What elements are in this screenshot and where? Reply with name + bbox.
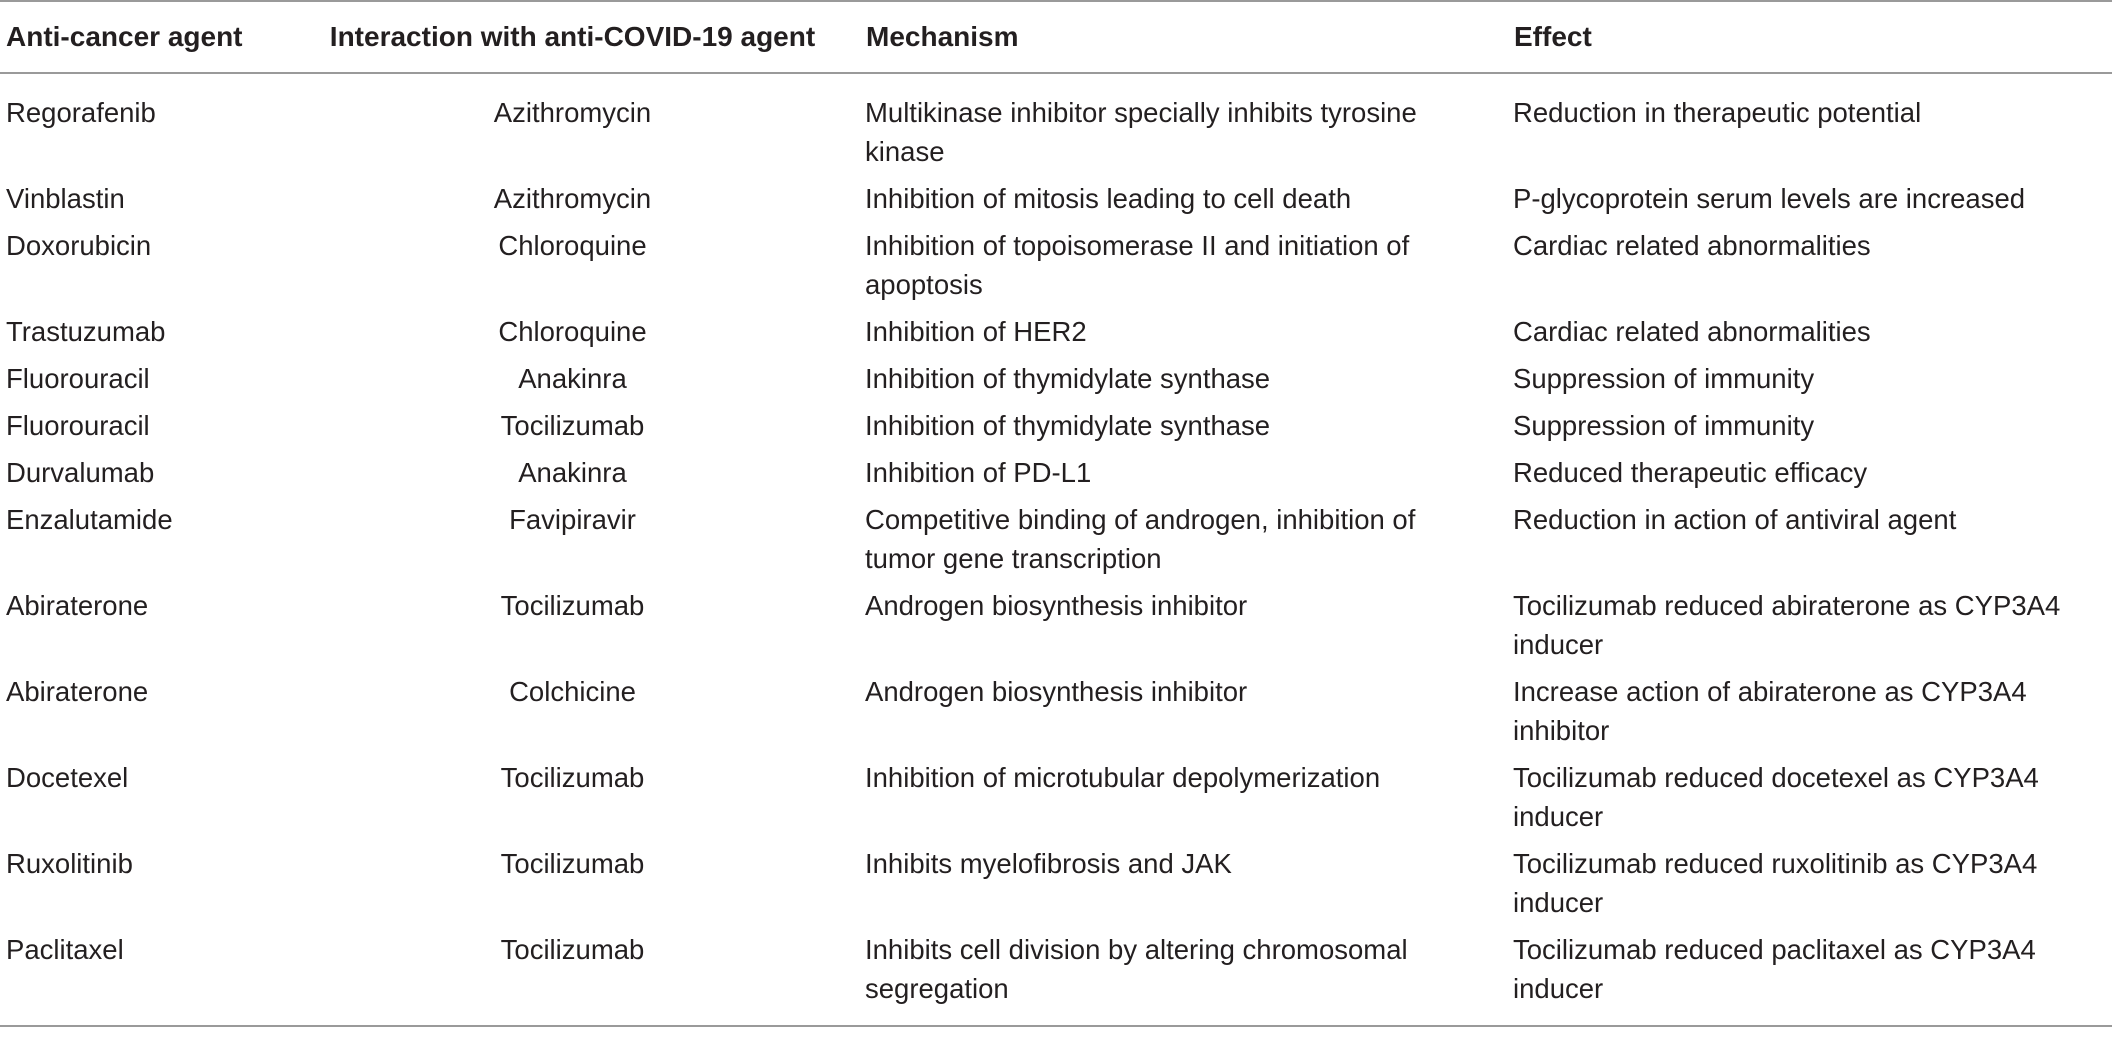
cell-mechanism: Inhibition of HER2 xyxy=(865,316,1087,347)
cell-interaction: Colchicine xyxy=(509,676,636,707)
table-row xyxy=(0,453,2112,500)
cell-effect: Reduction in therapeutic potential xyxy=(1513,97,1922,128)
cell-interaction: Anakinra xyxy=(518,457,627,488)
cell-interaction: Azithromycin xyxy=(493,183,652,214)
cell-mechanism: Inhibition of topoisomerase II and initiation of apoptosis xyxy=(865,230,1410,300)
header-interaction: Interaction with anti-COVID-19 agent xyxy=(329,21,816,53)
cell-effect: Tocilizumab reduced ruxolitinib as CYP3A4 inducer xyxy=(1513,848,2038,918)
table-row xyxy=(0,586,2112,672)
cell-agent: Abiraterone xyxy=(6,590,149,621)
table-body xyxy=(0,73,2112,1026)
cell-effect: Suppression of immunity xyxy=(1513,363,1815,394)
table-row xyxy=(0,500,2112,586)
cell-agent: Regorafenib xyxy=(6,97,156,128)
cell-interaction: Chloroquine xyxy=(498,230,647,261)
cell-agent: Trastuzumab xyxy=(6,316,166,347)
cell-agent: Paclitaxel xyxy=(6,934,124,965)
cell-mechanism: Competitive binding of androgen, inhibition of tumor gene transcription xyxy=(865,504,1416,574)
header-anti-cancer-agent: Anti-cancer agent xyxy=(6,21,243,53)
cell-agent: Fluorouracil xyxy=(6,410,150,441)
table-row xyxy=(0,930,2112,1026)
cell-interaction: Tocilizumab xyxy=(500,848,645,879)
cell-effect: Tocilizumab reduced abiraterone as CYP3A4 inducer xyxy=(1513,590,2061,660)
cell-effect: Increase action of abiraterone as CYP3A4 inhibitor xyxy=(1513,676,2027,746)
cell-mechanism: Inhibition of PD-L1 xyxy=(865,457,1092,488)
table-header xyxy=(0,1,2112,73)
cell-interaction: Tocilizumab xyxy=(500,762,645,793)
cell-interaction: Chloroquine xyxy=(498,316,647,347)
cell-effect: Tocilizumab reduced docetexel as CYP3A4 inducer xyxy=(1513,762,2039,832)
header-mechanism: Mechanism xyxy=(866,21,1019,53)
cell-agent: Abiraterone xyxy=(6,676,149,707)
table-row xyxy=(0,406,2112,453)
cell-agent: Durvalumab xyxy=(6,457,155,488)
cell-mechanism: Androgen biosynthesis inhibitor xyxy=(865,590,1248,621)
cell-mechanism: Androgen biosynthesis inhibitor xyxy=(865,676,1248,707)
table-row xyxy=(0,312,2112,359)
table-row xyxy=(0,672,2112,758)
table-row xyxy=(0,73,2112,179)
cell-agent: Enzalutamide xyxy=(6,504,173,535)
cell-interaction: Tocilizumab xyxy=(500,590,645,621)
cell-agent: Ruxolitinib xyxy=(6,848,133,879)
cell-effect: Reduced therapeutic efficacy xyxy=(1513,457,1868,488)
table-row xyxy=(0,179,2112,226)
cell-effect: Suppression of immunity xyxy=(1513,410,1815,441)
header-effect: Effect xyxy=(1514,21,1592,53)
cell-effect: Tocilizumab reduced paclitaxel as CYP3A4 inducer xyxy=(1513,934,2036,1004)
cell-mechanism: Inhibits cell division by altering chromosomal segregation xyxy=(865,934,1408,1004)
cell-effect: Cardiac related abnormalities xyxy=(1513,230,1871,261)
cell-effect: P-glycoprotein serum levels are increased xyxy=(1513,183,2026,214)
header-row xyxy=(0,1,2112,73)
cell-agent: Doxorubicin xyxy=(6,230,152,261)
table-row xyxy=(0,844,2112,930)
cell-mechanism: Inhibits myelofibrosis and JAK xyxy=(865,848,1232,879)
cell-interaction: Tocilizumab xyxy=(500,934,645,965)
cell-mechanism: Inhibition of microtubular depolymerization xyxy=(865,762,1381,793)
cell-mechanism: Inhibition of thymidylate synthase xyxy=(865,363,1271,394)
cell-interaction: Favipiravir xyxy=(509,504,636,535)
cell-agent: Docetexel xyxy=(6,762,129,793)
cell-effect: Reduction in action of antiviral agent xyxy=(1513,504,1957,535)
cell-agent: Fluorouracil xyxy=(6,363,150,394)
cell-interaction: Tocilizumab xyxy=(500,410,645,441)
table-row xyxy=(0,226,2112,312)
table-row xyxy=(0,758,2112,844)
cell-mechanism: Inhibition of thymidylate synthase xyxy=(865,410,1271,441)
cell-mechanism: Multikinase inhibitor specially inhibits tyrosine kinase xyxy=(865,97,1417,167)
cell-mechanism: Inhibition of mitosis leading to cell death xyxy=(865,183,1352,214)
cell-effect: Cardiac related abnormalities xyxy=(1513,316,1871,347)
cell-agent: Vinblastin xyxy=(6,183,125,214)
cell-interaction: Anakinra xyxy=(518,363,627,394)
cell-interaction: Azithromycin xyxy=(493,97,652,128)
table-row xyxy=(0,359,2112,406)
